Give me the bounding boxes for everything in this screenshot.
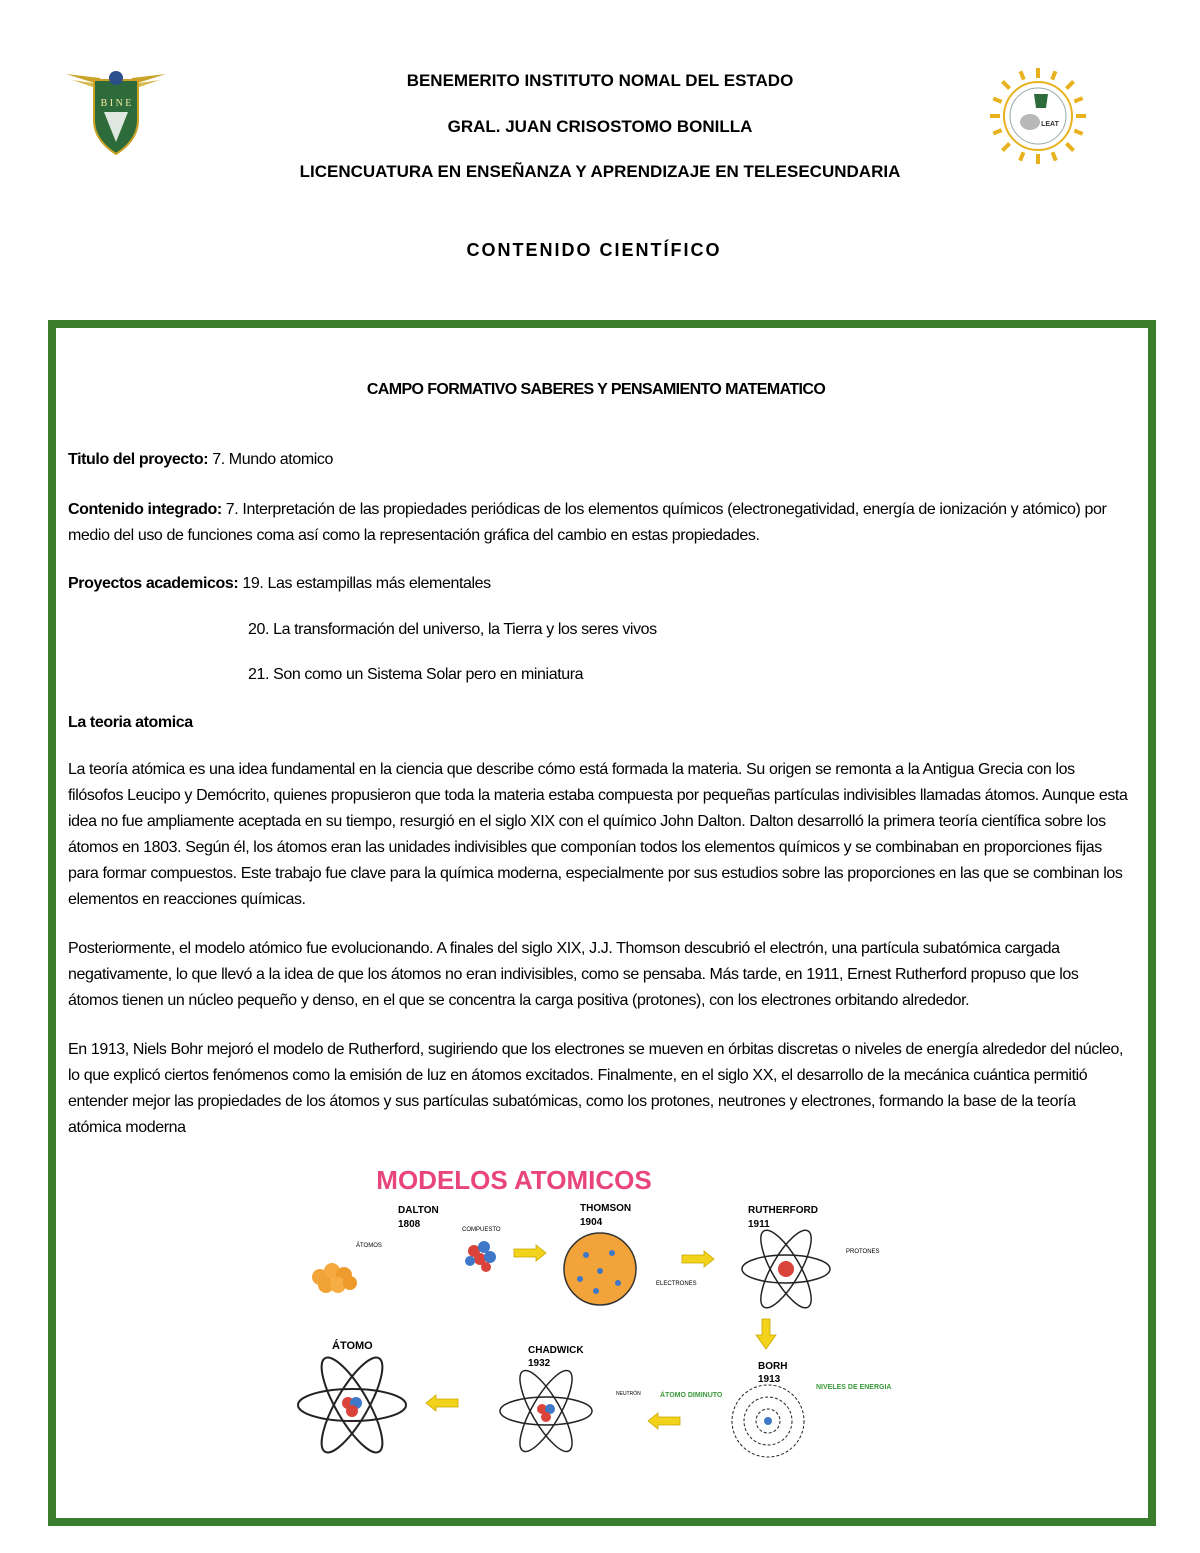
academic-projects-label: Proyectos academicos: [68,575,239,592]
logo-letters: B I N E [100,98,132,109]
degree-name: LICENCUATURA EN ENSEÑANZA Y APRENDIZAJE EN TELESECUNDARIA [299,162,901,181]
thomson-year: 1904 [580,1217,603,1228]
borh-label: BORH [758,1361,788,1372]
niveles-label: NIVELES DE ENERGIA [816,1384,892,1391]
integrated-content-value: 7. Interpretación de las propiedades periódicas de los elementos químicos (electronegatividad, energía de ionización y atómico) por medio del uso de funciones coma así como la representación gráfica del cambio en estas propiedades. [68,501,1107,544]
academic-project-19: 19. Las estampillas más elementales [238,575,491,592]
atomic-models-diagram [290,1155,930,1475]
academic-project-21: 21. Son como un Sistema Solar pero en miniatura [248,666,584,683]
section-title: CONTENIDO CIENTÍFICO [466,240,722,260]
thomson-model [564,1233,636,1305]
arrow-down [756,1319,776,1349]
paragraph-3: En 1913, Niels Bohr mejoró el modelo de Rutherford, sugiriendo que los electrones se mueven en órbitas discretas o niveles de energía alrededor del núcleo, lo que explicó ciertos fenómenos como la emisión de luz en átomos excitados. Finalmente, en el siglo XX, el desarrollo de la mecánica cuántica permitió entender mejor las propiedades de los átomos y sus partículas subatómicas, como los protones, neutrones y electrones, formando la base de la teoría atómica moderna [68,1041,1124,1136]
atomo-diminuto-label: ÁTOMO DIMINUTO [660,1392,723,1399]
right-logo-text: LEAT [1041,121,1059,128]
integrated-content-label: Contenido integrado: [68,501,222,518]
rutherford-year: 1911 [748,1219,770,1230]
borh-year: 1913 [758,1374,781,1385]
electrones-label: ELECTRONES [656,1281,697,1287]
diagram-title: MODELOS ATOMICOS [376,1165,652,1195]
project-title-line [68,447,1132,473]
arrow-left-chadwick [426,1395,458,1411]
atomos-label: ÁTOMOS [356,1243,382,1249]
compuesto-model [465,1241,496,1272]
chadwick-label: CHADWICK [528,1345,584,1356]
dalton-year: 1808 [398,1219,421,1230]
rutherford-model [742,1224,830,1314]
dalton-label: DALTON [398,1205,439,1216]
institute-name: BENEMERITO INSTITUTO NOMAL DEL ESTADO [406,71,794,90]
project-title-label: Titulo del proyecto: [68,451,209,468]
paragraph-2: Posteriormente, el modelo atómico fue evolucionando. A finales del siglo XIX, J.J. Thomson descubrió el electrón, una partícula subatómica cargada negativamente, lo que llevó a la idea de que los átomos no eran indivisibles, como se pensaba. Más tarde, en 1911, Ernest Rutherford propuso que los átomos tienen un núcleo pequeño y denso, en el que se concentra la carga positiva (protones), con los electrones orbitando alrededor. [68,940,1079,1009]
campo-formativo: CAMPO FORMATIVO SABERES Y PENSAMIENTO MATEMATICO [366,381,826,398]
institute-subtitle: GRAL. JUAN CRISOSTOMO BONILLA [447,117,753,136]
atomo-label: ÁTOMO [332,1340,373,1352]
modern-atom-model [298,1350,406,1460]
neutron-label: NEUTRÓN [616,1391,641,1397]
dalton-model [312,1263,357,1293]
paragraph-1: La teoría atómica es una idea fundamental en la ciencia que describe cómo está formada la materia. Su origen se remonta a la Antigua Grecia con los filósofos Leucipo y Demócrito, quienes propusieron que toda la materia estaba compuesta por pequeñas partículas indivisibles llamadas átomos. Aunque esta idea no fue ampliamente aceptada en su tiempo, resurgió en el siglo XIX con el químico John Dalton. Dalton desarrolló la primera teoría científica sobre los átomos en 1803. Según él, los átomos eran las unidades indivisibles que componían todos los elementos químicos y se combinaban en proporciones fijas para formar compuestos. Este trabajo fue clave para la química moderna, especialmente por sus estudios sobre las proporciones en las que se combinan los elementos en reacciones químicas. [68,761,1128,908]
arrow-left-bohr [648,1413,680,1429]
project-title-value: 7. Mundo atomico [208,451,333,468]
integrated-content [68,497,1132,549]
thomson-label: THOMSON [580,1203,632,1214]
atomic-theory-heading: La teoria atomica [68,714,193,731]
rutherford-label: RUTHERFORD [748,1205,818,1216]
chadwick-model [500,1364,592,1458]
academic-project-20: 20. La transformación del universo, la Tierra y los seres vivos [248,621,657,638]
compuesto-label: COMPUESTO [462,1227,501,1233]
chadwick-year: 1932 [528,1358,551,1369]
bohr-model [732,1385,804,1457]
academic-projects-line [68,571,1132,597]
protones-label: PROTONES [846,1249,880,1255]
